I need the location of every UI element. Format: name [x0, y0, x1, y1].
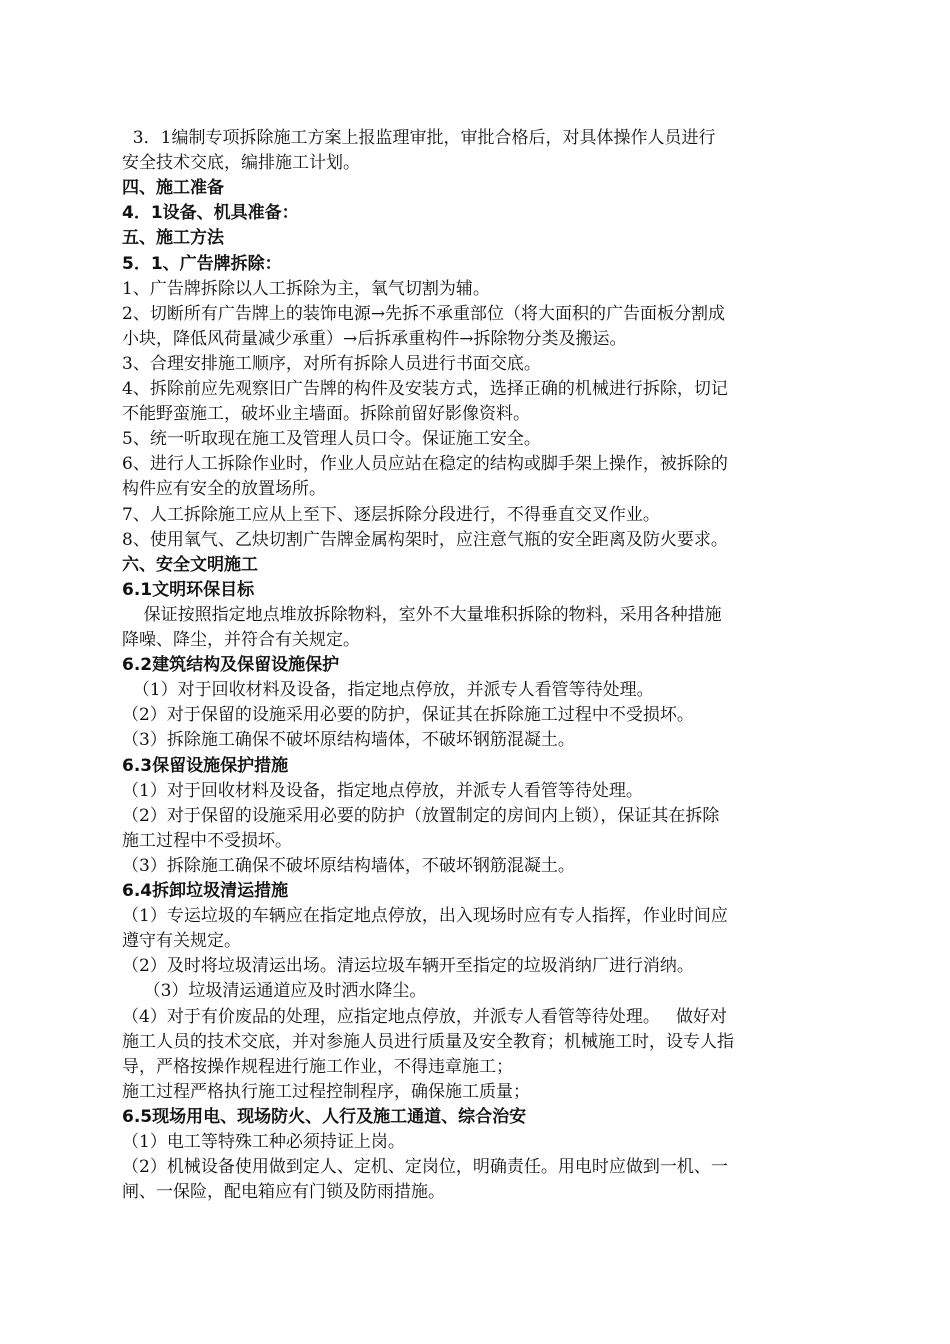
body-line: （4）对于有价废品的处理，应指定地点停放，并派专人看管等待处理。 做好对	[122, 1006, 728, 1027]
body-line: 小块，降低风荷量减少承重）→后拆承重构件→拆除物分类及搬运。	[122, 328, 627, 349]
body-line: 3．1编制专项拆除施工方案上报监理审批，审批合格后，对具体操作人员进行	[122, 128, 716, 148]
body-line: 安全技术交底，编排施工计划。	[122, 153, 360, 174]
body-line: 4、拆除前应先观察旧广告牌的构件及安装方式，选择正确的机械进行拆除，切记	[122, 379, 728, 399]
section-heading: 五、施工方法	[122, 228, 224, 249]
body-line: 不能野蛮施工，破坏业主墙面。拆除前留好影像资料。	[122, 404, 530, 425]
section-heading: 6.3保留设施保护措施	[122, 755, 289, 776]
body-line: 施工过程中不受损坏。	[122, 830, 292, 851]
body-line: 7、人工拆除施工应从上至下、逐层拆除分段进行，不得垂直交叉作业。	[122, 504, 660, 525]
body-line: 降噪、降尘，并符合有关规定。	[122, 630, 360, 650]
body-line: 5、统一听取现在施工及管理人员口令。保证施工安全。	[122, 429, 541, 450]
body-line: 构件应有安全的放置场所。	[122, 479, 326, 500]
body-line: 2、切断所有广告牌上的装饰电源→先拆不承重部位（将大面积的广告面板分割成	[122, 303, 726, 324]
body-line: 导，严格按操作规程进行施工作业，不得违章施工；	[122, 1056, 513, 1077]
body-line: （1）对于回收材料及设备，指定地点停放，并派专人看管等待处理。	[122, 680, 654, 701]
body-line: 保证按照指定地点堆放拆除物料，室外不大量堆积拆除的物料，采用各种措施	[122, 604, 722, 625]
body-line: 闸、一保险，配电箱应有门锁及防雨措施。	[122, 1182, 445, 1203]
section-heading: 六、安全文明施工	[122, 554, 258, 575]
body-line: 施工过程严格执行施工过程控制程序，确保施工质量；	[122, 1081, 530, 1102]
section-heading: 5．1、广告牌拆除：	[122, 253, 282, 274]
section-heading: 6.4拆卸垃圾清运措施	[122, 881, 289, 901]
body-line: （2）及时将垃圾清运出场。清运垃圾车辆开至指定的垃圾消纳厂进行消纳。	[122, 956, 694, 977]
body-line: （3）拆除施工确保不破坏原结构墙体，不破坏钢筋混凝土。	[122, 730, 575, 751]
body-line: （1）对于回收材料及设备，指定地点停放，并派专人看管等待处理。	[122, 780, 643, 801]
body-line: 6、进行人工拆除作业时，作业人员应站在稳定的结构或脚手架上操作，被拆除的	[122, 454, 728, 475]
body-line: 8、使用氧气、乙炔切割广告牌金属构架时，应注意气瓶的安全距离及防火要求。	[122, 529, 728, 550]
body-line: （1）专运垃圾的车辆应在指定地点停放，出入现场时应有专人指挥，作业时间应	[122, 906, 728, 927]
body-line: 3、合理安排施工顺序，对所有拆除人员进行书面交底。	[122, 353, 541, 374]
section-heading: 6.2建筑结构及保留设施保护	[122, 655, 340, 676]
body-line: 遵守有关规定。	[122, 931, 241, 952]
body-line: 1、广告牌拆除以人工拆除为主，氧气切割为辅。	[122, 278, 490, 299]
body-line: （3）拆除施工确保不破坏原结构墙体，不破坏钢筋混凝土。	[122, 855, 575, 876]
section-heading: 6.5现场用电、现场防火、人行及施工通道、综合治安	[122, 1106, 527, 1127]
section-heading: 6.1文明环保目标	[122, 579, 255, 600]
section-heading: 4．1设备、机具准备：	[122, 203, 299, 224]
body-line: （2）对于保留的设施采用必要的防护（放置制定的房间内上锁），保证其在拆除	[122, 805, 720, 826]
body-line: 施工人员的技术交底，并对参施人员进行质量及安全教育；机械施工时，设专人指	[122, 1031, 734, 1052]
body-line: （3）垃圾清运通道应及时洒水降尘。	[122, 981, 427, 1002]
section-heading: 四、施工准备	[122, 178, 224, 199]
body-line: （1）电工等特殊工种必须持证上岗。	[122, 1132, 405, 1152]
body-line: （2）对于保留的设施采用必要的防护，保证其在拆除施工过程中不受损坏。	[122, 705, 694, 726]
body-line: （2）机械设备使用做到定人、定机、定岗位，明确责任。用电时应做到一机、一	[122, 1157, 728, 1178]
